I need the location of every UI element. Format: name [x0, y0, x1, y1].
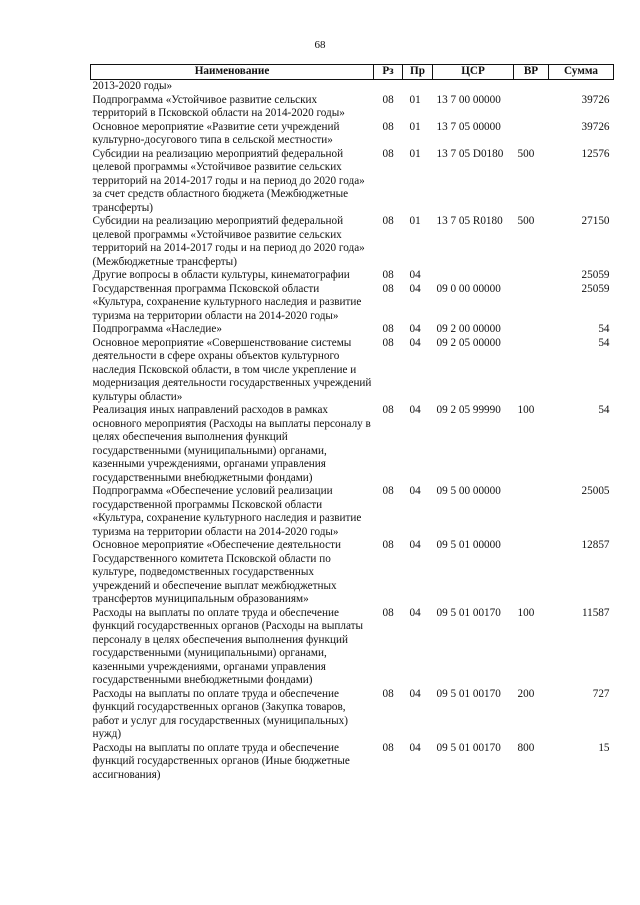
table-header: [91, 65, 614, 80]
cell-rz: 08: [382, 687, 394, 700]
cell-pr: 04: [409, 687, 421, 700]
cell-pr: 04: [409, 741, 421, 754]
cell-vr: 100: [517, 606, 535, 619]
header-rz: Рз: [374, 65, 403, 80]
cell-csr: 09 5 00 00000: [436, 485, 501, 497]
cell-name: Расходы на выплаты по оплате труда и обеспечение функций государственных органов (Иные бюджетные ассигнования): [92, 741, 350, 781]
cell-rz: 08: [382, 336, 394, 349]
cell-vr: [514, 94, 549, 121]
cell-rz: 08: [382, 147, 394, 160]
table-row: [91, 121, 614, 148]
cell-csr: 09 2 05 00000: [436, 336, 501, 349]
table-row: [91, 337, 614, 405]
cell-sum: 27150: [581, 215, 610, 227]
header-sum: Сумма: [549, 65, 614, 80]
cell-rz: 08: [382, 282, 394, 295]
cell-pr: 04: [409, 404, 421, 416]
cell-csr: 09 5 01 00170: [436, 606, 501, 619]
header-csr: ЦСР: [433, 65, 514, 80]
cell-sum: 12857: [581, 539, 610, 551]
header-pr: Пр: [403, 65, 433, 80]
cell-vr: [514, 80, 549, 94]
cell-vr: [514, 323, 549, 337]
table-row: [91, 269, 614, 283]
cell-sum: 54: [598, 404, 610, 416]
table-row: [91, 80, 614, 94]
table-row: [91, 283, 614, 324]
cell-pr: 04: [409, 269, 421, 281]
cell-name: Подпрограмма «Устойчивое развитие сельских территорий в Псковской области на 2014-2020 годы»: [92, 93, 345, 119]
table-row: [91, 215, 614, 269]
cell-vr: [514, 337, 549, 405]
cell-sum: 54: [598, 323, 610, 335]
table-row: [91, 148, 614, 216]
cell-sum: 54: [598, 336, 610, 349]
cell-pr: 04: [409, 539, 421, 551]
table-row: [91, 688, 614, 742]
cell-csr: 13 7 00 00000: [436, 93, 501, 106]
cell-name: 2013-2020 годы»: [91, 80, 374, 94]
cell-name: Основное мероприятие «Развитие сети учреждений культурно-досугового типа в сельской местности»: [92, 120, 340, 146]
cell-rz: 08: [382, 485, 394, 497]
cell-name: Расходы на выплаты по оплате труда и обеспечение функций государственных органов (Расходы на выплаты персоналу в целях обеспечения выполнения функций государственными (муниципальными) органами, казенными учреждениями, органами управления государственными внебюджетными фондами): [92, 606, 364, 686]
table-body: [91, 80, 614, 783]
table-row: [91, 539, 614, 607]
cell-name: Государственная программа Псковской области «Культура, сохранение культурного наследия и развитие туризма на территории области на 2014-2020 годы»: [92, 282, 362, 322]
table-row: [91, 485, 614, 539]
table-row: [91, 607, 614, 688]
cell-rz: 08: [382, 323, 394, 335]
table-row: [91, 323, 614, 337]
header-name: Наименование: [91, 65, 374, 80]
cell-csr: 13 7 05 00000: [436, 120, 501, 133]
cell-pr: 01: [409, 120, 421, 133]
cell-sum: 39726: [581, 120, 610, 133]
cell-csr: 13 7 05 R0180: [436, 215, 503, 227]
cell-name: Расходы на выплаты по оплате труда и обеспечение функций государственных органов (Закупка товаров, работ и услуг для государственных (муниципальных) нужд): [92, 687, 348, 740]
cell-pr: 01: [409, 93, 421, 106]
cell-csr: 09 5 01 00000: [436, 539, 501, 551]
cell-sum: 39726: [581, 93, 610, 106]
cell-rz: 08: [382, 93, 394, 106]
cell-rz: 08: [382, 404, 394, 416]
cell-name: Реализация иных направлений расходов в рамках основного мероприятия (Расходы на выплаты персоналу в целях обеспечения выполнения функций государственными (муниципальными) органами, казенными учреждениями, органами управления государственными внебюджетными фондами): [92, 404, 371, 484]
cell-rz: 08: [382, 539, 394, 551]
cell-name: Субсидии на реализацию мероприятий федеральной целевой программы «Устойчивое развитие сельских территорий на 2014-2017 годы и на период до 2020 года» (Межбюджетные трансферты): [92, 215, 365, 268]
cell-name: Основное мероприятие «Совершенствование системы деятельности в сфере охраны объектов культурного наследия Псковской области, в том числе укрепление и модернизация деятельности государственных учреждений культуры области»: [92, 336, 372, 403]
budget-table: [90, 64, 614, 782]
cell-csr: 09 2 05 99990: [436, 404, 501, 416]
cell-csr: [433, 269, 514, 283]
cell-rz: 08: [382, 269, 394, 281]
cell-pr: 01: [409, 147, 421, 160]
cell-rz: 08: [382, 741, 394, 754]
cell-name: Основное мероприятие «Обеспечение деятельности Государственного комитета Псковской области по культуре, подведомственных государственных учреждений и обеспечение выплат межбюджетных трансфертов муниципальным образованиям»: [92, 539, 341, 605]
cell-vr: 800: [517, 741, 535, 754]
cell-sum: 11587: [581, 606, 610, 619]
cell-csr: 09 5 01 00170: [436, 687, 501, 700]
cell-pr: [403, 80, 433, 94]
cell-pr: 01: [409, 215, 421, 227]
table-row: [91, 404, 614, 485]
cell-vr: [514, 121, 549, 148]
table-row: [91, 94, 614, 121]
cell-name: Подпрограмма «Обеспечение условий реализации государственной программы Псковской области «Культура, сохранение культурного наследия и развитие туризма на территории области на 2014-2020 годы»: [92, 485, 362, 538]
cell-name: Подпрограмма «Наследие»: [92, 323, 222, 335]
cell-rz: [374, 80, 403, 94]
cell-vr: 500: [517, 147, 535, 160]
cell-pr: 04: [409, 485, 421, 497]
cell-rz: 08: [382, 215, 394, 227]
cell-csr: 13 7 05 D0180: [436, 147, 504, 160]
cell-rz: 08: [382, 120, 394, 133]
cell-vr: [514, 485, 549, 539]
cell-sum: 12576: [581, 147, 610, 160]
cell-name: Другие вопросы в области культуры, кинематографии: [92, 269, 350, 281]
cell-vr: 200: [517, 687, 535, 700]
header-vr: ВР: [514, 65, 549, 80]
cell-sum: 25005: [581, 485, 610, 497]
cell-pr: 04: [409, 606, 421, 619]
cell-pr: 04: [409, 282, 421, 295]
cell-sum: 15: [598, 741, 610, 754]
cell-vr: [514, 283, 549, 324]
cell-rz: 08: [382, 606, 394, 619]
cell-csr: 09 5 01 00170: [436, 741, 501, 754]
cell-sum: 25059: [581, 269, 610, 281]
cell-csr: 09 0 00 00000: [436, 282, 501, 295]
cell-csr: 09 2 00 00000: [436, 323, 501, 335]
cell-name: Субсидии на реализацию мероприятий федеральной целевой программы «Устойчивое развитие сельских территорий на 2014-2017 годы и на период до 2020 года» за счет средств областного бюджета (Межбюджетные трансферты): [92, 147, 365, 214]
cell-vr: [514, 539, 549, 607]
page-number: 68: [314, 39, 326, 51]
cell-pr: 04: [409, 336, 421, 349]
cell-csr: [433, 80, 514, 94]
cell-vr: 500: [517, 215, 535, 227]
cell-pr: 04: [409, 323, 421, 335]
cell-sum: 25059: [581, 282, 610, 295]
cell-sum: 727: [592, 687, 610, 700]
table-row: [91, 742, 614, 783]
cell-vr: [514, 269, 549, 283]
cell-vr: 100: [517, 404, 535, 416]
cell-sum: [549, 80, 614, 94]
